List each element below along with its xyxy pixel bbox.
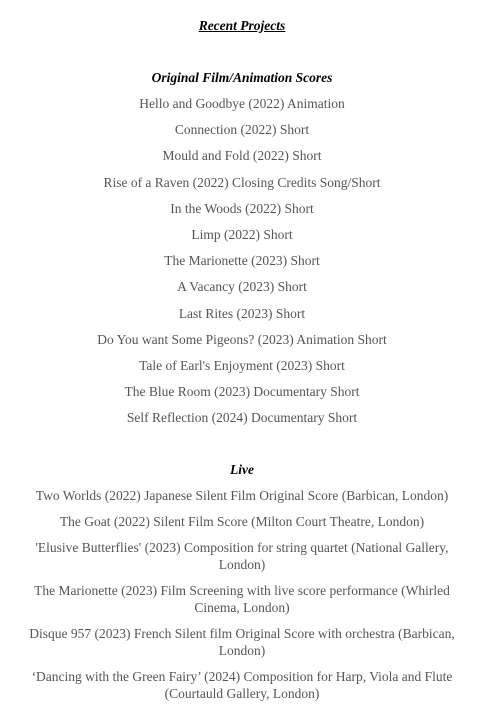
scores-list <box>0 95 484 435</box>
live-item: The Goat (2022) Silent Film Score (Milton Court Theatre, London) <box>59 514 425 529</box>
page-title: Recent Projects <box>198 18 286 33</box>
live-item: 'Elusive Butterflies' (2023) Composition for string quartet (National Gallery, London) <box>35 540 449 572</box>
score-item: Do You want Some Pigeons? (2023) Animation Short <box>97 331 387 347</box>
live-item: Two Worlds (2022) Japanese Silent Film Original Score (Barbican, London) <box>35 488 449 503</box>
live-list <box>22 487 462 711</box>
score-item: Limp (2022) Short <box>191 226 293 242</box>
score-item: A Vacancy (2023) Short <box>177 279 307 295</box>
score-item: Connection (2022) Short <box>174 122 310 138</box>
score-item: Tale of Earl's Enjoyment (2023) Short <box>139 357 345 373</box>
score-item: Hello and Goodbye (2022) Animation <box>139 96 345 111</box>
score-item: Mould and Fold (2022) Short <box>162 148 322 164</box>
score-item: The Marionette (2023) Short <box>164 253 320 269</box>
score-item: Self Reflection (2024) Documentary Short <box>126 410 358 426</box>
live-heading: Live <box>230 462 254 477</box>
score-item: Rise of a Raven (2022) Closing Credits Song/Short <box>103 174 381 190</box>
live-item: The Marionette (2023) Film Screening with live score performance (Whirled Cinema, London) <box>34 583 450 615</box>
score-item: In the Woods (2022) Short <box>170 200 314 216</box>
score-item: Last Rites (2023) Short <box>178 305 306 321</box>
score-item: The Blue Room (2023) Documentary Short <box>124 384 360 400</box>
live-item: Disque 957 (2023) French Silent film Original Score with orchestra (Barbican, London) <box>29 626 455 658</box>
scores-heading: Original Film/Animation Scores <box>151 70 333 85</box>
live-item: ‘Dancing with the Green Fairy’ (2024) Composition for Harp, Viola and Flute (Courtauld Gallery, London) <box>31 669 453 701</box>
